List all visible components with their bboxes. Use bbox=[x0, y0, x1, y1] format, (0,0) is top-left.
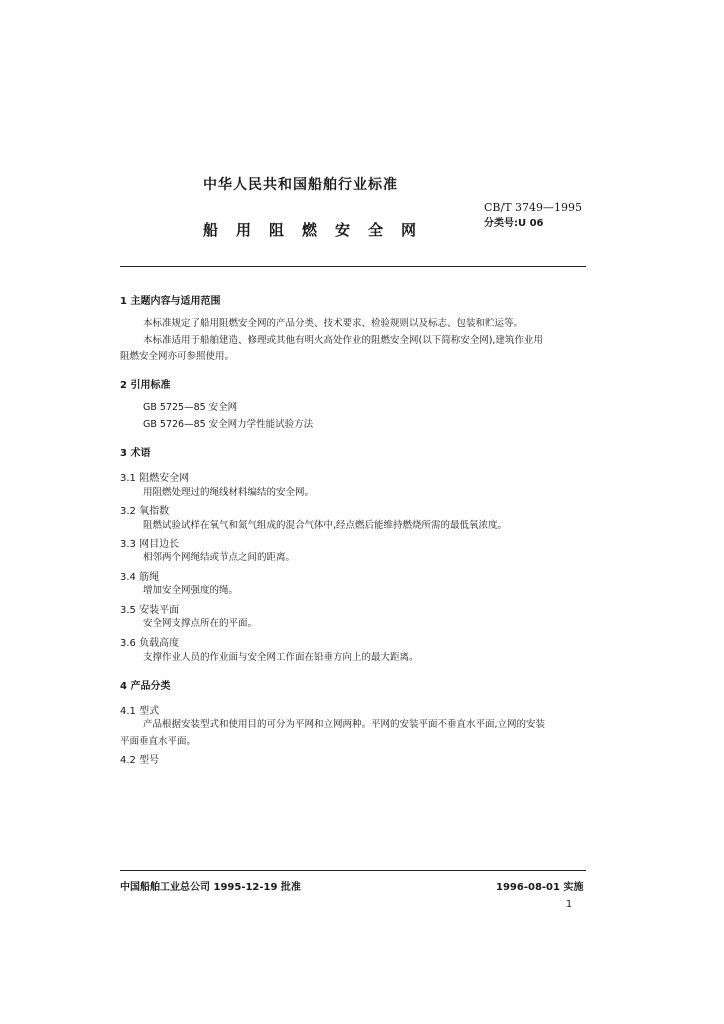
standard-code: CB/T 3749—1995 bbox=[484, 201, 583, 214]
section-1-paragraph-1: 本标准规定了船用阻燃安全网的产品分类、技术要求、检验规则以及标志、包装和贮运等。 bbox=[143, 318, 524, 329]
section-4-2-label: 4.2 型号 bbox=[120, 755, 160, 766]
section-2-heading: 2 引用标准 bbox=[120, 380, 171, 391]
section-3-heading: 3 术语 bbox=[120, 448, 151, 459]
header-divider bbox=[120, 266, 586, 267]
section-4-heading: 4 产品分类 bbox=[120, 681, 171, 692]
issuing-organization: 中华人民共和国船舶行业标准 bbox=[203, 177, 398, 193]
term-3-2-label: 3.2 氧指数 bbox=[120, 506, 170, 517]
term-3-4-label: 3.4 筋绳 bbox=[120, 572, 160, 583]
classification-number: 分类号:U 06 bbox=[484, 218, 544, 229]
term-3-6-text: 支撑作业人员的作业面与安全网工作面在铅垂方向上的最大距离。 bbox=[143, 652, 419, 663]
section-4-1-label: 4.1 型式 bbox=[120, 706, 160, 717]
section-1-heading: 1 主题内容与适用范围 bbox=[120, 296, 221, 307]
page-number: 1 bbox=[566, 899, 573, 910]
section-1-paragraph-2a: 本标准适用于船舶建造、修理或其他有明火高处作业的阻燃安全网(以下简称安全网),建筑作业用 bbox=[143, 335, 543, 346]
term-3-5-text: 安全网支撑点所在的平面。 bbox=[143, 618, 258, 629]
section-4-1-text-a: 产品根据安装型式和使用目的可分为平网和立网两种。平网的安装平面不垂直水平面,立网的安装 bbox=[143, 719, 546, 730]
term-3-3-label: 3.3 网目边长 bbox=[120, 539, 180, 550]
reference-2: GB 5726—85 安全网力学性能试验方法 bbox=[143, 419, 314, 430]
implementation-date: 1996-08-01 实施 bbox=[496, 882, 584, 893]
footer-divider bbox=[120, 870, 586, 871]
document-title: 船用阻燃安全网 bbox=[203, 221, 435, 239]
term-3-6-label: 3.6 负载高度 bbox=[120, 638, 180, 649]
reference-1: GB 5725—85 安全网 bbox=[143, 402, 238, 413]
term-3-3-text: 相邻两个网绳结或节点之间的距离。 bbox=[143, 552, 296, 563]
term-3-1-text: 用阻燃处理过的绳线材料编结的安全网。 bbox=[143, 487, 315, 498]
section-4-1-text-b: 平面垂直水平面。 bbox=[120, 736, 197, 747]
term-3-2-text: 阻燃试验试样在氧气和氮气组成的混合气体中,经点燃后能维持燃烧所需的最低氧浓度。 bbox=[143, 520, 508, 531]
term-3-4-text: 增加安全网强度的绳。 bbox=[143, 585, 239, 596]
term-3-5-label: 3.5 安装平面 bbox=[120, 605, 180, 616]
approval-info: 中国船舶工业总公司 1995-12-19 批准 bbox=[120, 882, 301, 893]
term-3-1-label: 3.1 阻燃安全网 bbox=[120, 473, 190, 484]
section-1-paragraph-2b: 阻燃安全网亦可参照使用。 bbox=[120, 351, 235, 362]
